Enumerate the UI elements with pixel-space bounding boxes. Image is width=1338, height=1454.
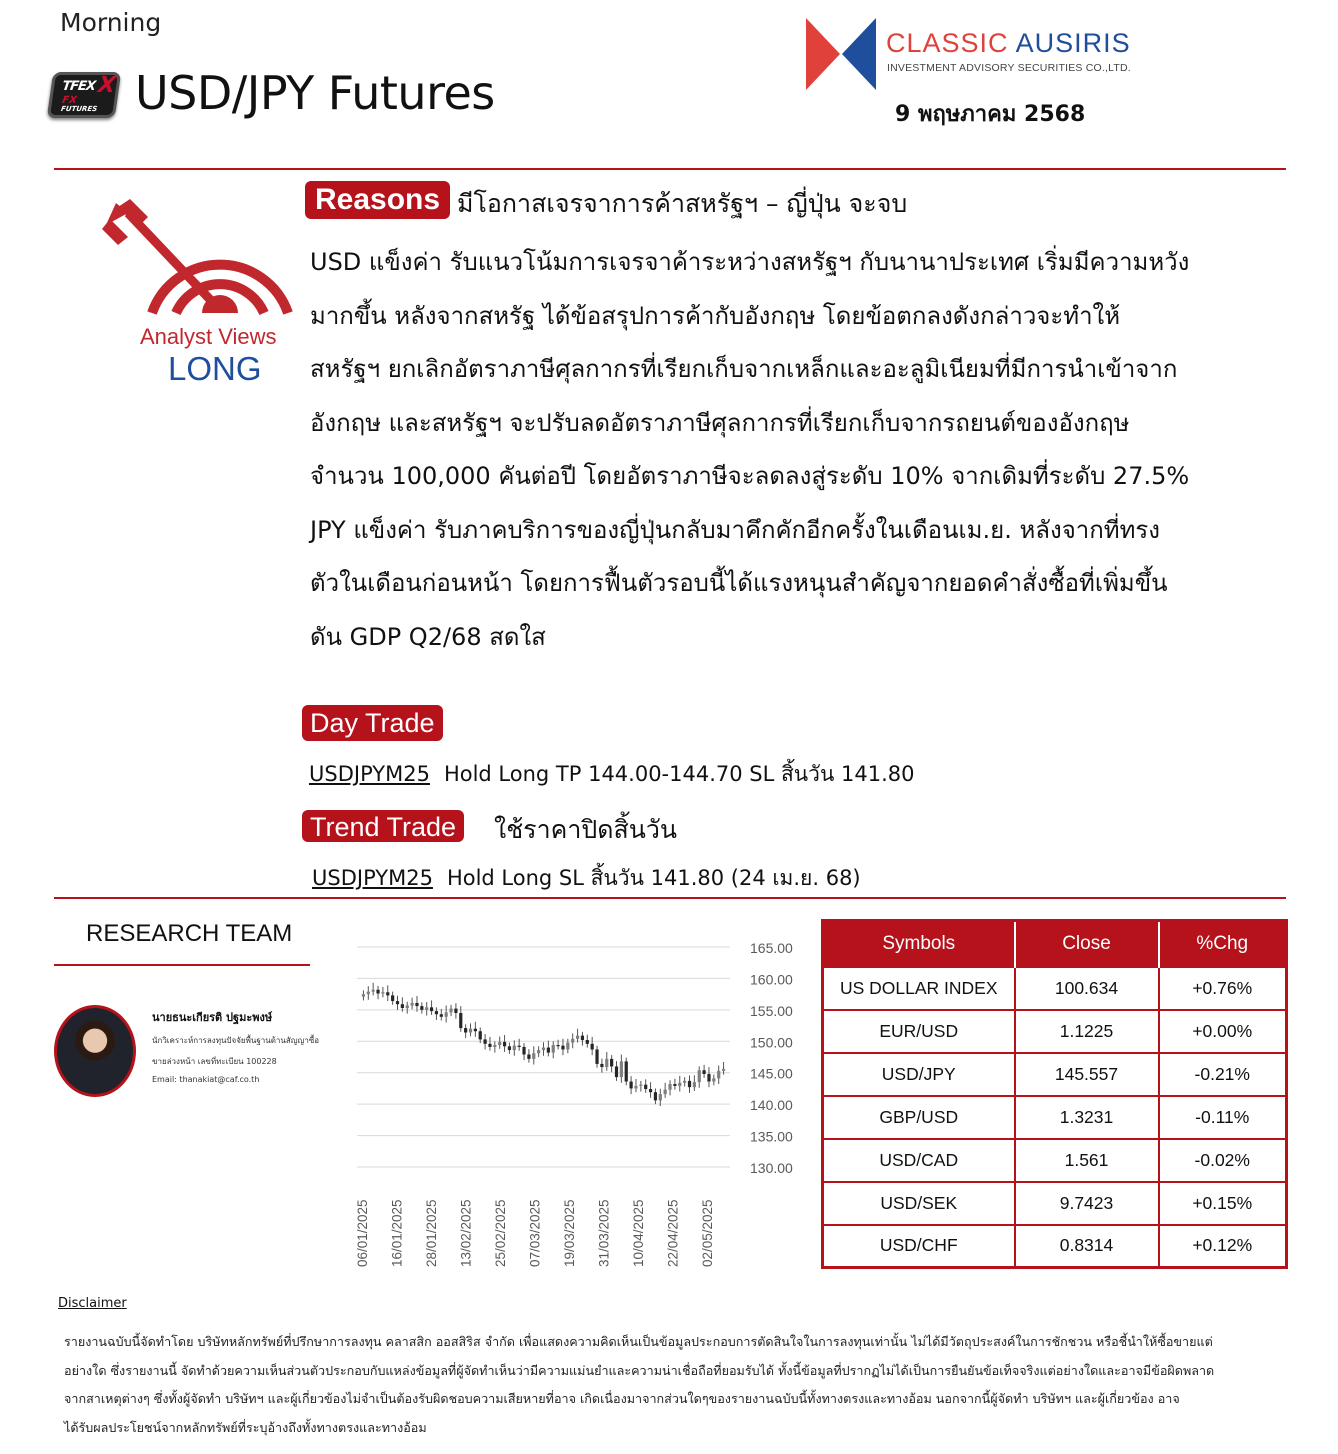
chart-candle-body [566,1043,569,1050]
reasons-line: USD แข็งค่า รับแนวโน้มการเจรจาค้าระหว่างสหรัฐฯ กับนานาประเทศ เริ่มมีความหวัง [310,248,1190,276]
chart-candle-body [498,1042,501,1045]
chart-candle-body [406,1005,409,1008]
trend-trade-symbol: USDJPYM25 [312,866,433,890]
chart-candle-body [532,1053,535,1059]
chart-candle-body [479,1031,482,1039]
chart-candle-body [474,1029,477,1032]
y-tick-label: 165.00 [750,940,793,956]
chart-candle-body [464,1028,467,1032]
brand-subtitle: INVESTMENT ADVISORY SECURITIES CO.,LTD. [887,62,1131,74]
close-cell: 1.1225 [1015,1010,1159,1053]
y-tick-label: 140.00 [750,1097,793,1114]
trend-trade-tag: Trend Trade [302,810,464,842]
chart-candle-body [703,1070,706,1074]
chart-candle-body [362,994,365,997]
y-tick-label: 160.00 [750,971,793,988]
col-header-close: Close [1015,921,1159,967]
chart-candle-body [401,1004,404,1008]
page-title: USD/JPY Futures [135,66,495,120]
chart-candle-body [372,990,375,992]
col-header-symbols: Symbols [823,921,1015,967]
section-divider [54,897,1286,899]
disclaimer-line: จากสาเหตุต่างๆ ซึ่งทั้งผู้จัดทำ บริษัทฯ และผู้เกี่ยวข้องไม่จำเป็นต้องรับผิดชอบความเสียหายที่อาจ เกิดเนื่องมาจากส่วนใดๆของรายงานฉบับนี้ทั้งทางตรงและทางอ้อม นอกจากนี้ผู้จัดทำ บริษัทฯ และผู้เกี่ยวข้อง อาจ [64,1391,1180,1406]
chg-cell: -0.11% [1159,1096,1287,1139]
table-row [823,1182,1287,1225]
table-row [823,1139,1287,1182]
chart-candle-body [649,1089,652,1092]
chart-candle-body [527,1054,530,1058]
chart-candle-body [722,1069,725,1071]
close-cell: 100.634 [1015,967,1159,1010]
table-row [823,1225,1287,1268]
chart-candle-body [571,1039,574,1043]
analyst-views-label: Analyst Views [140,324,277,349]
chart-candle-body [445,1012,448,1016]
x-tick-label: 10/04/2025 [631,1199,646,1267]
day-trade-recommendation [309,758,914,791]
y-tick-label: 135.00 [750,1128,793,1145]
chart-candle-body [513,1046,516,1050]
brand-name [886,28,1131,59]
tfex-logo-x-mark: X [96,73,118,98]
chart-candle-body [552,1045,555,1053]
chart-candle-body [415,1003,418,1006]
chart-candle-body [712,1078,715,1081]
chart-candle-body [630,1082,633,1089]
chart-candle-body [688,1081,691,1087]
day-trade-tag: Day Trade [302,705,443,741]
chart-candle-body [376,990,379,994]
reasons-body [310,236,1260,664]
chart-candle-body [542,1048,545,1051]
research-team-title: RESEARCH TEAM [86,920,293,947]
symbol-cell: USD/JPY [823,1053,1015,1096]
chart-candle-body [381,992,384,993]
chart-candle-body [693,1082,696,1087]
chart-candle-body [595,1049,598,1063]
chart-candle-body [459,1013,462,1028]
analyst-role: นักวิเคราะห์การลงทุนปัจจัยพื้นฐานด้านสัญญาซื้อ [152,1036,320,1045]
chart-candle-body [668,1084,671,1090]
chart-candle-body [591,1044,594,1050]
reasons-tag: Reasons [305,181,450,219]
x-tick-label: 02/05/2025 [700,1199,715,1267]
header-divider [54,168,1286,170]
chart-candle-body [717,1071,720,1079]
brand-name-part1: CLASSIC [886,28,1009,58]
y-tick-label: 155.00 [750,1002,793,1019]
x-tick-label: 06/01/2025 [355,1199,370,1267]
tfex-logo-fx: FX [61,95,78,106]
chart-candle-body [440,1014,443,1017]
quote-table [821,919,1288,1269]
reasons-line: จำนวน 100,000 คันต่อปี โดยอัตราภาษีจะลดลงสู่ระดับ 10% จากเดิมที่ระดับ 27.5% [310,462,1190,490]
reasons-line: JPY แข็งค่า รับภาคบริการของญี่ปุ่นกลับมาคึกคักอีกครั้งในเดือนเม.ย. หลังจากที่ทรง [310,515,1161,544]
chart-candle-body [678,1083,681,1086]
brand-name-part2: AUSIRIS [1015,28,1131,58]
disclaimer-title: Disclaimer [58,1296,127,1311]
chg-cell: -0.21% [1159,1053,1287,1096]
reasons-line: อังกฤษ และสหรัฐฯ จะปรับลดอัตราภาษีศุลกากรที่เรียกเก็บจากรถยนต์ของอังกฤษ [310,408,1130,437]
col-header-chg: %Chg [1159,921,1287,967]
chart-candle-body [673,1084,676,1086]
report-date: 9 พฤษภาคม 2568 [895,102,1086,127]
symbol-cell: US DOLLAR INDEX [823,967,1015,1010]
y-tick-label: 130.00 [750,1160,793,1176]
chart-candle-body [610,1059,613,1067]
symbol-cell: USD/CHF [823,1225,1015,1268]
chart-candle-body [664,1090,667,1094]
chart-candle-body [625,1061,628,1081]
chart-candle-body [639,1085,642,1086]
chart-candle-body [391,995,394,1001]
x-tick-label: 22/04/2025 [665,1199,681,1267]
close-cell: 145.557 [1015,1053,1159,1096]
chart-candle-body [581,1036,584,1040]
chart-x-axis [355,1199,715,1267]
quote-table-header-row [823,921,1287,967]
chart-candle-body [411,1003,414,1006]
chart-candle-body [547,1048,550,1053]
x-tick-label: 13/02/2025 [458,1199,474,1267]
x-tick-label: 07/03/2025 [527,1199,543,1267]
tfex-fx-futures-logo [47,72,121,118]
analyst-avatar [54,1005,136,1097]
chart-candle-body [698,1070,701,1082]
trend-trade-detail: Hold Long SL สิ้นวัน 141.80 (24 เม.ย. 68) [446,866,861,890]
table-row [823,967,1287,1010]
chg-cell: +0.12% [1159,1225,1287,1268]
chart-candle-body [430,1007,433,1011]
symbol-cell: GBP/USD [823,1096,1015,1139]
tfex-logo-text: TFEX [61,79,96,94]
disclaimer-line: รายงานฉบับนี้จัดทำโดย บริษัทหลักทรัพย์ที่ปรึกษาการลงทุน คลาสสิก ออสสิริส จำกัด เพื่อแสดงความคิดเห็นเป็นข้อมูลประกอบการตัดสินใจในการลงทุนเท่านั้น ไม่ได้มีวัตถุประสงค์ในการชักชวน หรือชี้นำให้ซื้อขายแต่ [64,1334,1213,1349]
chg-cell: +0.15% [1159,1182,1287,1225]
usdjpy-price-chart [345,935,815,1280]
chg-cell: +0.76% [1159,967,1287,1010]
day-trade-symbol: USDJPYM25 [309,762,430,786]
table-row [823,1010,1287,1053]
close-cell: 9.7423 [1015,1182,1159,1225]
chart-candle-body [659,1094,662,1100]
x-tick-label: 16/01/2025 [389,1199,405,1267]
chart-candle-body [605,1059,608,1067]
chart-candle-body [707,1074,710,1082]
analyst-position-label: LONG [168,350,262,387]
tfex-logo-futures: FUTURES [60,105,98,113]
trend-trade-recommendation [312,862,861,895]
chart-candle-body [386,992,389,995]
chart-candle-body [484,1039,487,1043]
disclaimer-line: อย่างใด ซึ่งรายงานนี้ จัดทำด้วยความเห็นส่วนตัวประกอบกับแหล่งข้อมูลที่ผู้จัดทำเห็นว่ามีความแม่นยำและความน่าเชื่อถือที่ยอมรับได้ ทั้งนี้ข้อมูลที่ปรากฏไม่ได้เป็นการยืนยันข้อเท็จจริงแต่อย่างใดและอาจมีข้อผิดพลาด [64,1362,1215,1378]
chart-candle-body [644,1085,647,1089]
chart-candle-body [435,1011,438,1014]
chart-candle-body [576,1036,579,1039]
chart-candle-body [449,1009,452,1013]
analyst-license: ขายล่วงหน้า เลขที่ทะเบียน 100228 [152,1057,277,1066]
chart-candle-body [586,1040,589,1044]
chart-grid [357,947,730,1167]
chart-candle-body [508,1046,511,1050]
table-row [823,1096,1287,1139]
chart-candle-body [522,1047,525,1055]
chart-candle-body [518,1046,521,1047]
chart-candle-body [469,1029,472,1033]
x-tick-label: 19/03/2025 [562,1199,577,1267]
chart-candle-body [654,1092,657,1100]
analyst-email: Email: thanakiat@caf.co.th [152,1075,260,1084]
chart-y-axis [750,940,793,1176]
chart-candle-body [683,1081,686,1083]
symbol-cell: USD/CAD [823,1139,1015,1182]
chart-candle-body [615,1066,618,1077]
chg-cell: +0.00% [1159,1010,1287,1053]
disclaimer-line: ได้รับผลประโยชน์จากหลักทรัพย์ที่ระบุอ้างถึงทั้งทางตรงและทางอ้อม [64,1419,427,1435]
symbol-cell: USD/SEK [823,1182,1015,1225]
close-cell: 1.3231 [1015,1096,1159,1139]
trend-trade-note: ใช้ราคาปิดสิ้นวัน [494,815,677,844]
analyst-name: นายธนะเกียรติ ปฐมะพงษ์ [152,1011,273,1024]
chart-candle-body [493,1045,496,1047]
target-arrow-icon [100,195,300,345]
y-tick-label: 150.00 [750,1034,793,1051]
reasons-line: ดัน GDP Q2/68 สดใส [310,622,546,651]
chart-candle-body [634,1086,637,1089]
disclaimer-body [64,1328,1274,1442]
x-tick-label: 28/01/2025 [424,1199,439,1267]
chart-candle-body [620,1061,623,1077]
chart-candle-body [396,1001,399,1004]
chart-candle-body [420,1006,423,1010]
chart-candle-body [367,992,370,995]
classic-ausiris-logo [806,18,876,90]
x-tick-label: 25/02/2025 [493,1199,508,1267]
chart-candle-body [600,1064,603,1067]
chart-candle-body [454,1009,457,1013]
chg-cell: -0.02% [1159,1139,1287,1182]
day-trade-detail: Hold Long TP 144.00-144.70 SL สิ้นวัน 141.80 [443,762,915,786]
table-row [823,1053,1287,1096]
chart-candles [362,983,725,1106]
reasons-headline: มีโอกาสเจรจาการค้าสหรัฐฯ – ญี่ปุ่น จะจบ [457,189,908,218]
y-tick-label: 145.00 [750,1065,793,1082]
close-cell: 0.8314 [1015,1225,1159,1268]
symbol-cell: EUR/USD [823,1010,1015,1053]
chart-candle-body [561,1046,564,1050]
close-cell: 1.561 [1015,1139,1159,1182]
chart-candle-body [503,1042,506,1046]
reasons-line: ตัวในเดือนก่อนหน้า โดยการฟื้นตัวรอบนี้ได้แรงหนุนสำคัญจากยอดคำสั่งซื้อที่เพิ่มขึ้น [310,569,1168,597]
chart-candle-body [557,1045,560,1046]
doc-type-label: Morning [60,8,162,37]
chart-candle-body [488,1044,491,1047]
chart-candle-body [425,1007,428,1010]
x-tick-label: 31/03/2025 [596,1199,612,1267]
chart-candle-body [537,1050,540,1053]
research-team-underline [54,964,310,966]
reasons-line: สหรัฐฯ ยกเลิกอัตราภาษีศุลกากรที่เรียกเก็บจากเหล็กและอะลูมิเนียมที่มีการนำเข้าจาก [310,355,1178,383]
reasons-line: มากขึ้น หลังจากสหรัฐ ได้ข้อสรุปการค้ากับอังกฤษ โดยข้อตกลงดังกล่าวจะทำให้ [310,301,1121,330]
